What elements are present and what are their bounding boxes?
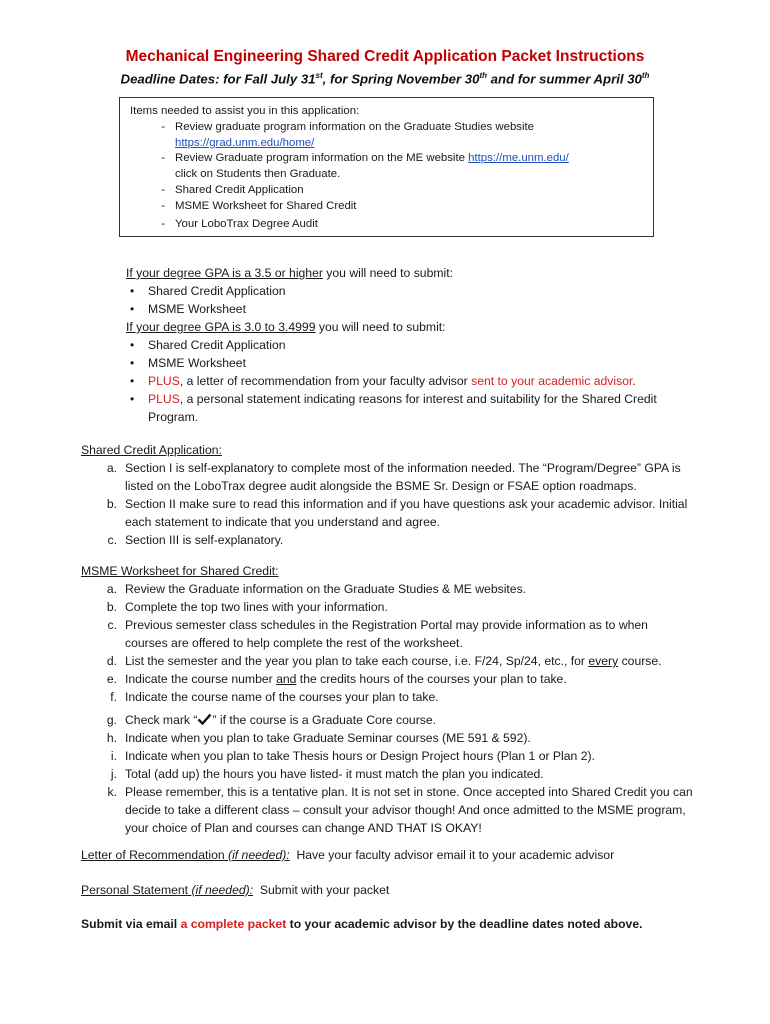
checkmark-icon (197, 713, 212, 725)
items-needed-box (119, 97, 654, 237)
list-item: k. Please remember, this is a tentative plan. It is not set in stone. Once accepted into Shared Credit you can decide to take a different class – consult your advisor though! And once admitted to the MSME program, your choice of Plan and courses can change AND THAT IS OKAY! (107, 785, 693, 835)
list-item: j. Total (add up) the hours you have listed- it must match the plan you indicated. (110, 767, 544, 781)
personal-statement: Personal Statement (if needed): Submit with your packet (81, 883, 390, 897)
list-item: b. Section II make sure to read this information and if you have questions ask your academic advisor. Initial each statement to indicate that you understand and agree. (106, 497, 688, 529)
items-needed-header: Items needed to assist you in this application: (130, 105, 360, 117)
gpa-requirements: If your degree GPA is a 3.5 or higher you will need to submit: • Shared Credit Application • MSME Worksheet If your degree GPA is 3.0 to 3.4999 you will need to submit: • Shared Credit Application • MSME Worksheet • PLUS, a letter of recommendation from your faculty advisor sent to your academic advisor. • PLUS, a personal statement indicating reasons for interest and suitability for the Shared Credit Program. (126, 264, 706, 426)
submit-instructions: Submit via email a complete packet to your academic advisor by the deadline dates noted above. (81, 917, 643, 931)
deadline-sup: st (315, 71, 323, 80)
page-title: Mechanical Engineering Shared Credit Application Packet Instructions (125, 48, 645, 65)
worksheet-section (81, 562, 693, 837)
deadline-sup: th (641, 71, 650, 80)
list-item: b. Complete the top two lines with your information. (106, 600, 388, 614)
list-item: - Review Graduate program information on the ME website https://me.unm.edu/ click on Students then Graduate. (161, 152, 569, 181)
shared-credit-section (81, 441, 691, 549)
grad-website-link[interactable]: https://grad.unm.edu/home/ (175, 136, 315, 149)
deadline-text: and for summer April 30 (487, 71, 642, 87)
list-item: d. List the semester and the year you plan to take each course, i.e. F/24, Sp/24, etc., for every course. (106, 654, 662, 668)
list-item: - Your LoboTrax Degree Audit (161, 217, 318, 230)
list-item: g. Check mark “ ” if the course is a Graduate Core course. (106, 713, 437, 727)
shared-credit-heading: Shared Credit Application: (81, 443, 222, 457)
list-item: c. Previous semester class schedules in the Registration Portal may provide information as to when courses are offered to help complete the rest of the worksheet. (107, 618, 648, 650)
list-item: • PLUS, a letter of recommendation from your faculty advisor sent to your academic advisor. (126, 372, 706, 390)
deadline-sup: th (479, 71, 488, 80)
list-item: h. Indicate when you plan to take Graduate Seminar courses (ME 591 & 592). (106, 731, 531, 745)
gpa-mid-heading: If your degree GPA is 3.0 to 3.4999 (126, 320, 316, 334)
list-item: • MSME Worksheet (126, 354, 706, 372)
list-item: e. Indicate the course number and the credits hours of the courses your plan to take. (106, 672, 567, 686)
list-item: • Shared Credit Application (126, 336, 706, 354)
gpa-high-heading: If your degree GPA is a 3.5 or higher (126, 266, 323, 280)
worksheet-heading: MSME Worksheet for Shared Credit: (81, 564, 279, 578)
list-item: • MSME Worksheet (126, 300, 706, 318)
list-item: i. Indicate when you plan to take Thesis hours or Design Project hours (Plan 1 or Plan 2). (110, 749, 595, 763)
list-item: f. Indicate the course name of the courses your plan to take. (110, 690, 439, 704)
deadline-text: , for Spring November 30 (322, 71, 480, 87)
list-item: a. Review the Graduate information on the Graduate Studies & ME websites. (106, 582, 527, 596)
me-website-link[interactable]: https://me.unm.edu/ (468, 152, 569, 165)
deadline-text: Deadline Dates: for Fall July 31 (120, 71, 316, 87)
letter-of-recommendation: Letter of Recommendation (if needed): Have your faculty advisor email it to your academic advisor (81, 848, 615, 862)
list-item: • PLUS, a personal statement indicating reasons for interest and suitability for the Shared Credit Program. (126, 390, 706, 426)
deadline-dates (0, 71, 770, 86)
list-item: a. Section I is self-explanatory to complete most of the information needed. The “Program/Degree” GPA is listed on the LoboTrax degree audit alongside the BSME Sr. Design or FSAE option roadmaps. (106, 461, 681, 493)
list-item: c. Section III is self-explanatory. (107, 533, 284, 547)
list-item: • Shared Credit Application (126, 282, 706, 300)
list-item: - Review graduate program information on the Graduate Studies website https://grad.unm.edu/home/ (161, 120, 535, 149)
list-item: - MSME Worksheet for Shared Credit (161, 199, 357, 212)
list-item: - Shared Credit Application (161, 183, 304, 196)
